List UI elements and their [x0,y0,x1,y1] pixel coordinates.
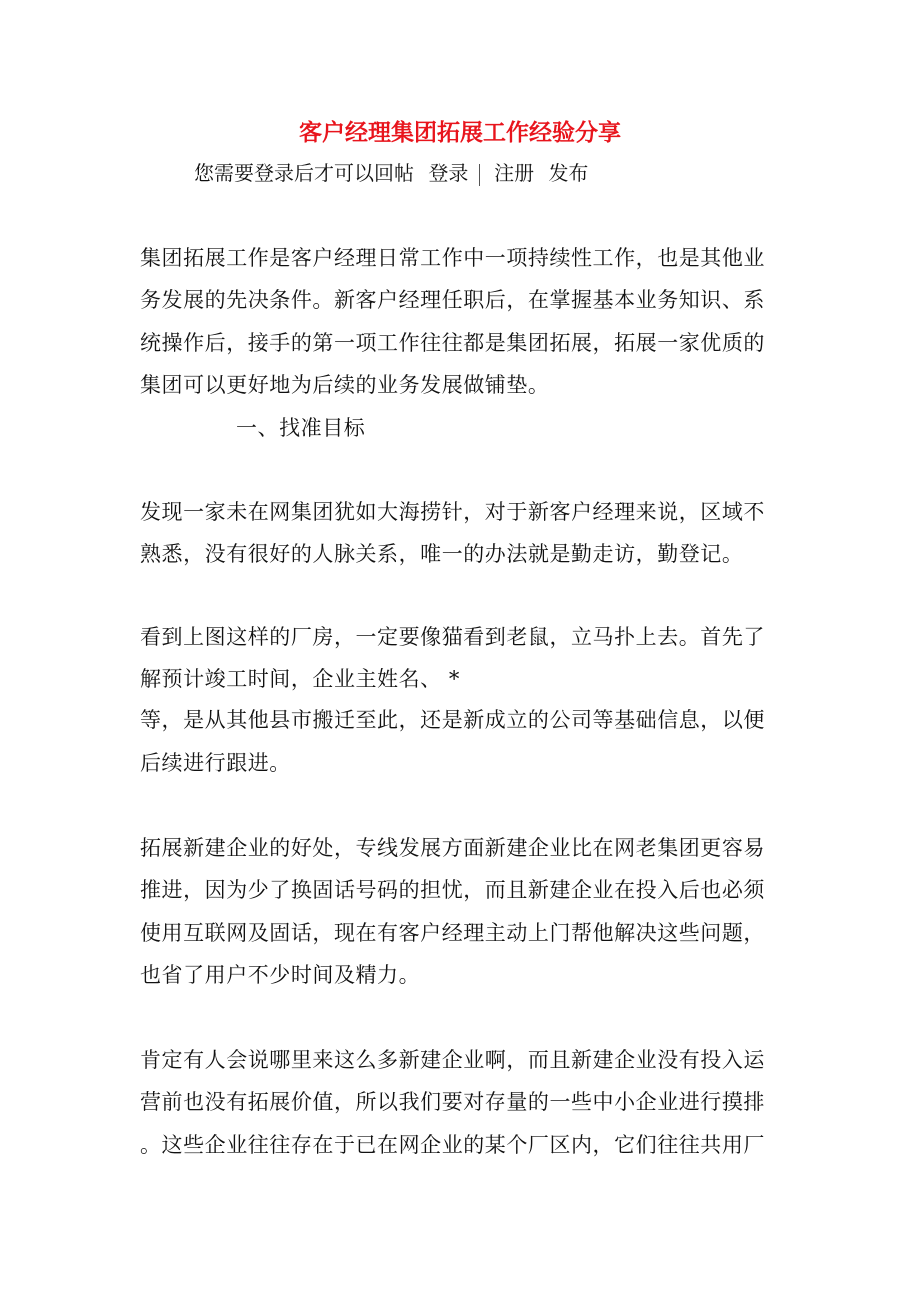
page-title: 客户经理集团拓展工作经验分享 [299,120,621,146]
publish-link[interactable]: 发布 [548,161,589,185]
paragraph-line: 熟悉，没有很好的人脉关系，唯一的办法就是勤走访，勤登记。 [140,542,744,566]
login-notice: 您需要登录后才可以回帖 [194,161,414,185]
paragraph-line: 集团拓展工作是客户经理日常工作中一项持续性工作，也是其他业 [140,246,765,270]
login-bar [194,160,588,186]
paragraph-line: 统操作后，接手的第一项工作往往都是集团拓展，拓展一家优质的 [140,331,765,355]
separator [479,164,480,186]
paragraph-line: 等，是从其他县市搬迁至此，还是新成立的公司等基础信息，以便 [140,708,765,732]
paragraph-line: 推进，因为少了换固话号码的担忧，而且新建企业在投入后也必须 [140,878,765,902]
paragraph-line: 解预计竣工时间，企业主姓名、 * [140,667,460,691]
paragraph-line: 。这些企业往往存在于已在网企业的某个厂区内，它们往往共用厂 [140,1133,765,1157]
paragraph-line: 拓展新建企业的好处，专线发展方面新建企业比在网老集团更容易 [140,836,765,860]
paragraph-line: 肯定有人会说哪里来这么多新建企业啊，而且新建企业没有投入运 [140,1048,765,1072]
section-heading: 一、找准目标 [236,416,366,440]
paragraph-line: 务发展的先决条件。新客户经理任职后，在掌握基本业务知识、系 [140,288,765,312]
paragraph-line: 后续进行跟进。 [140,751,291,775]
paragraph-line: 使用互联网及固话，现在有客户经理主动上门帮他解决这些问题， [140,921,765,945]
paragraph-line: 也省了用户不少时间及精力。 [140,963,421,987]
login-link[interactable]: 登录 [428,161,469,185]
paragraph-line: 集团可以更好地为后续的业务发展做铺垫。 [140,373,550,397]
paragraph-line: 看到上图这样的厂房，一定要像猫看到老鼠，立马扑上去。首先了 [140,625,765,649]
register-link[interactable]: 注册 [494,161,535,185]
paragraph-line: 营前也没有拓展价值，所以我们要对存量的一些中小企业进行摸排 [140,1090,765,1114]
paragraph-line: 发现一家未在网集团犹如大海捞针，对于新客户经理来说，区域不 [140,500,765,524]
